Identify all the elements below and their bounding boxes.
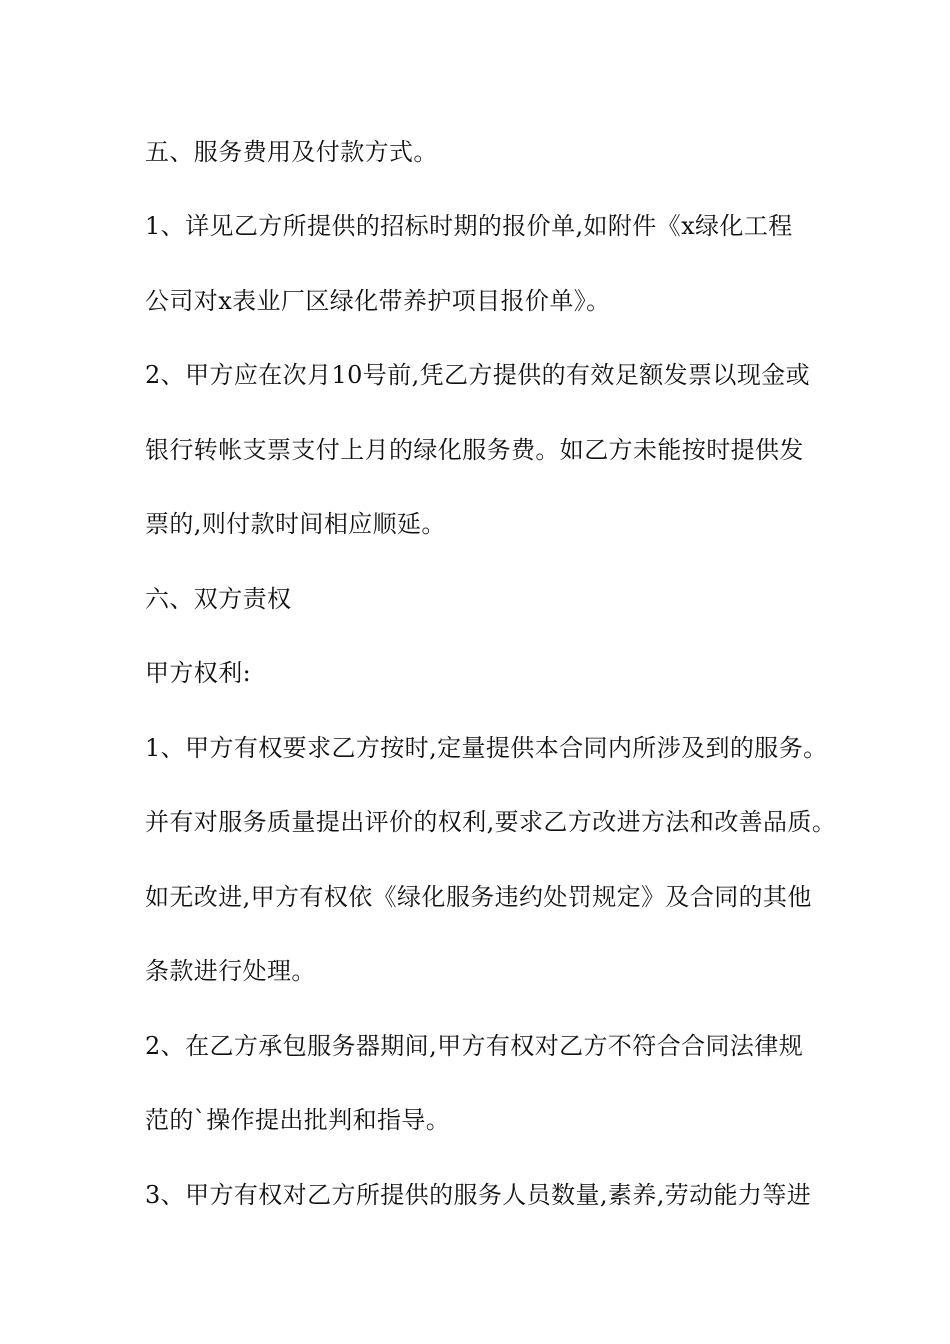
section-heading-service-fees: 五、服务费用及付款方式。 xyxy=(145,138,438,166)
paragraph-line: 公司对x表业厂区绿化带养护项目报价单》。 xyxy=(145,287,611,315)
paragraph-line: 银行转帐支票支付上月的绿化服务费。如乙方未能按时提供发 xyxy=(145,436,804,464)
paragraph-line: 1、详见乙方所提供的招标时期的报价单,如附件《x绿化工程 xyxy=(145,212,793,240)
paragraph-line: 票的,则付款时间相应顺延。 xyxy=(145,510,446,538)
paragraph-line: 如无改进,甲方有权依《绿化服务违约处罚规定》及合同的其他 xyxy=(145,883,812,911)
paragraph-line: 范的`操作提出批判和指导。 xyxy=(145,1106,451,1134)
subheading-party-a-rights: 甲方权利: xyxy=(145,659,252,687)
paragraph-line: 3、甲方有权对乙方所提供的服务人员数量,素养,劳动能力等进 xyxy=(145,1181,812,1209)
paragraph-line: 并有对服务质量提出评价的权利,要求乙方改进方法和改善品质。 xyxy=(145,808,837,836)
paragraph-line: 条款进行处理。 xyxy=(145,957,316,985)
paragraph-line: 2、在乙方承包服务器期间,甲方有权对乙方不符合合同法律规 xyxy=(145,1032,804,1060)
paragraph-line: 2、甲方应在次月10号前,凭乙方提供的有效足额发票以现金或 xyxy=(145,361,811,389)
paragraph-line: 1、甲方有权要求乙方按时,定量提供本合同内所涉及到的服务。 xyxy=(145,734,828,762)
section-heading-responsibilities: 六、双方责权 xyxy=(145,585,292,613)
